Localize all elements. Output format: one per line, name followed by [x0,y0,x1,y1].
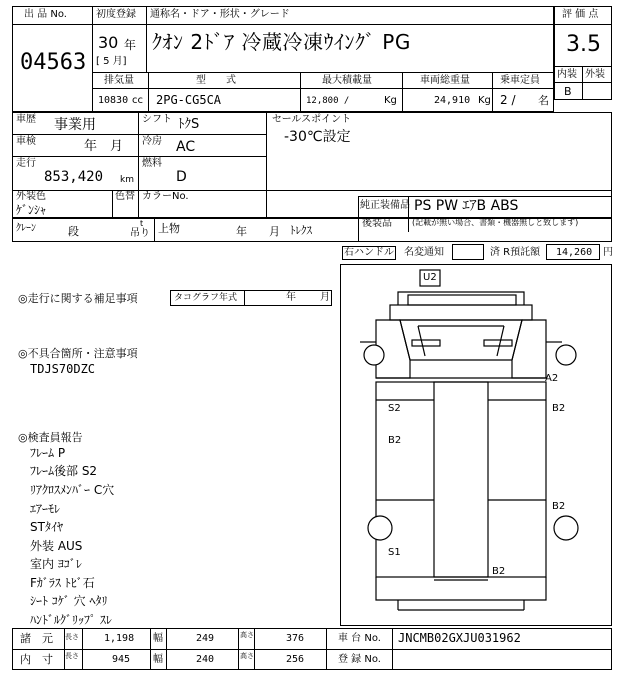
color-value: ｹﾞﾝｼｬ [16,203,47,217]
crane-stage: 段 [68,225,79,238]
gross-weight-label: 車両総重量 [420,75,470,86]
inner-length-label: 長さ [65,652,79,660]
max-load-unit: Kg [384,95,397,106]
right-handle-label: 右ハンドル [344,247,394,258]
color-change-label: 色替 [115,191,135,202]
inspector-line-6: 外装 AUS [30,539,83,553]
inner-width-label: 幅 [153,654,163,665]
reg-label: 登 録 No. [338,654,381,665]
inspector-line-9: ｼｰﾄ ｺｹﾞ 穴 ﾍﾀﾘ [30,594,108,608]
inspector-line-1: ﾌﾚｰﾑ P [30,446,66,460]
first-reg-label: 初度登録 [96,9,136,20]
inspector-line-7: 室内 ﾖｺﾞﾚ [30,557,82,571]
grade-value: 3.5 [566,32,601,57]
exterior-grade-label: 外装 [585,69,605,80]
crane-ton-unit: t [140,219,144,228]
model-name: ｸｵﾝ 2ﾄﾞｱ 冷蔵冷凍ｳｲﾝｸﾞ PG [152,30,411,54]
inspection-label: 車検 [16,136,36,147]
damage-mark-a2: A2 [545,373,559,384]
sales-point-value: -30℃設定 [284,129,351,145]
tachograph-month: 月 [320,292,330,303]
equipment-value: PS PW ｴｱB ABS [414,198,519,214]
vehicle-diagram-frame [340,264,612,626]
lot-label: 出 品 No. [24,9,67,20]
inner-width: 240 [196,654,215,665]
cooler-value: AC [176,139,196,155]
displacement-unit: cc [132,95,143,106]
inner-height-label: 高さ [240,652,254,660]
aftermarket-note: (記載が無い場合、書類・機器無しと致します) [412,218,579,227]
first-reg-year-unit: 年 [124,38,137,52]
type-label: 型 式 [196,75,236,86]
capacity-value: 2 / [500,93,516,107]
tachograph-label: タコグラフ年式 [174,293,238,303]
recycle-unit: 円 [603,247,613,258]
capacity-unit: 名 [538,94,549,107]
damage-mark-u2: U2 [423,272,437,283]
damage-mark-b2-right-lower: B2 [552,501,566,512]
model-name-label: 通称名・ドア・形状・グレード [150,9,290,20]
spec-height: 376 [286,633,305,644]
inspection-value: 年 月 [84,139,124,154]
upper-label: 上物 [158,222,180,235]
first-reg-month: [ 5 月] [96,56,127,67]
spec-width: 249 [196,633,215,644]
crane-ton-label: 吊り [130,228,150,239]
damage-mark-b2-left: B2 [388,435,402,446]
header-frame [12,6,554,112]
chassis-label: 車 台 No. [338,633,381,644]
fuel-value: D [176,169,187,185]
inspector-line-3: ﾘｱｸﾛｽﾒﾝﾊﾞｰ C穴 [30,483,115,497]
inspector-line-2: ﾌﾚｰﾑ後部 S2 [30,464,98,478]
lot-number: 04563 [20,50,87,75]
interior-grade-label: 内装 [557,69,577,80]
spec-label: 諸 元 [20,632,53,645]
inner-length: 945 [112,654,131,665]
displacement-label: 排気量 [104,75,134,86]
recycle-label: 済 R預託額 [490,247,541,258]
displacement-value: 10830 [98,95,129,106]
damage-mark-b2-right-upper: B2 [552,403,566,414]
mileage-unit: km [120,175,134,185]
fuel-label: 燃料 [142,158,162,169]
inspector-line-5: STﾀｲﾔ [30,520,63,534]
details-frame [12,112,612,218]
type-value: 2PG-CG5CA [156,93,222,107]
max-load-label: 最大積載量 [322,75,372,86]
crane-label: ｸﾚｰﾝ [16,223,36,234]
driving-notes-label: ◎走行に関する補足事項 [18,292,138,305]
history-value: 事業用 [54,117,96,133]
inspector-line-10: ﾊﾝﾄﾞﾙｸﾞﾘｯﾌﾟ ｽﾚ [30,613,112,627]
shift-label: シフト [142,114,172,125]
gross-weight-value: 24,910 [434,95,471,106]
history-label: 車歴 [16,114,36,125]
max-load-value: 12,800 / [306,96,350,106]
gross-weight-unit: Kg [478,95,491,106]
recycle-value: 14,260 [556,247,593,258]
inner-label: 内 寸 [20,653,53,666]
cooler-label: 冷房 [142,136,162,147]
grade-label: 評 価 点 [562,9,599,20]
damage-mark-s1: S1 [388,547,401,558]
color-label: 外装色 [16,191,46,202]
first-reg-year: 30 [98,33,119,52]
aftermarket-label: 後装品 [362,218,392,229]
upper-date: 年 月 [236,225,280,238]
equipment-label: 純正装備品 [360,200,410,211]
spec-width-label: 幅 [153,633,163,644]
meter-change-label: 名変通知 [404,247,444,258]
inspector-line-8: Fｶﾞﾗｽ ﾄﾋﾞ石 [30,576,95,590]
defect-label: ◎不具合箇所・注意事項 [18,347,138,360]
chassis-value: JNCMB02GXJU031962 [398,631,521,645]
damage-mark-s2: S2 [388,403,401,414]
sales-point-label: セールスポイント [272,114,352,125]
inspector-label: ◎検査員報告 [18,431,83,444]
defect-value: TDJS70DZC [30,362,96,376]
shift-value: ﾄｸS [178,117,200,132]
tachograph-year: 年 [286,292,296,303]
capacity-label: 乗車定員 [500,75,540,86]
crane-frame [12,218,612,242]
mileage-label: 走行 [16,158,36,169]
damage-mark-b2-rear: B2 [492,566,506,577]
meter-change-box [452,244,484,260]
interior-grade-value: B [564,85,572,98]
inspector-line-4: ｴｱｰﾓﾚ [30,502,61,516]
spec-length: 1,198 [104,633,135,644]
spec-height-label: 高さ [240,631,254,639]
inner-height: 256 [286,654,305,665]
spec-length-label: 長さ [65,633,79,641]
upper-value: ﾄﾚｸｽ [290,224,312,237]
mileage-value: 853,420 [44,169,104,185]
color-no-label: カラーNo. [142,191,189,202]
